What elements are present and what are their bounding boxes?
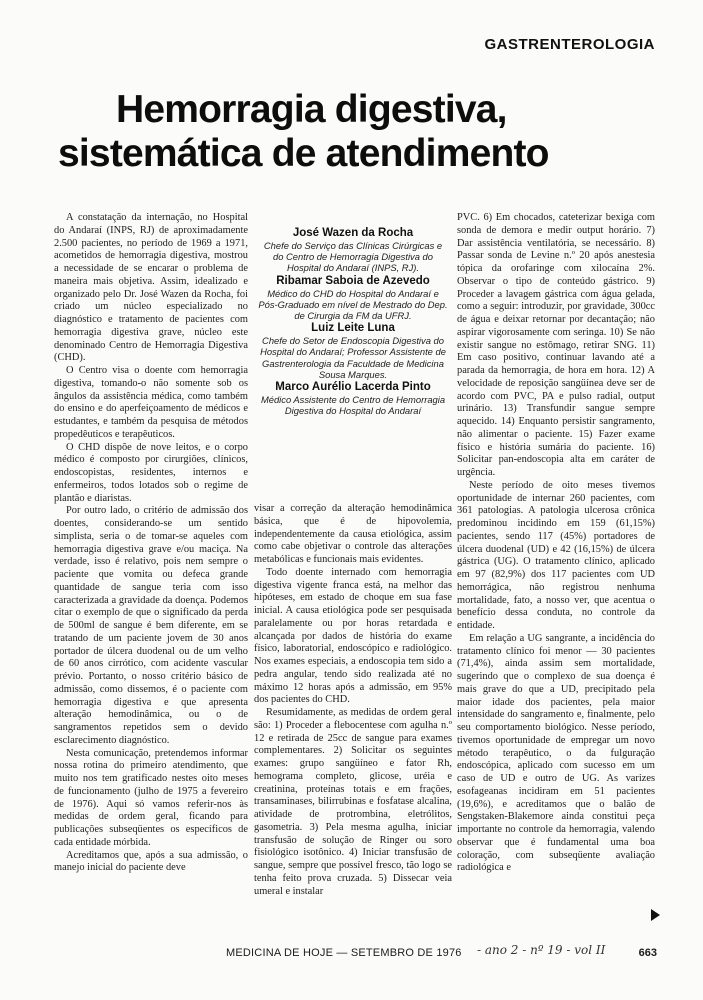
paragraph: Todo doente internado com hemorragia digestiva vigente franca está, na melhor das hipóteses, em estado de choque em sua fase inicial. A causa etiológica pode ser pesquisada paralelamente ou por horas retardada e alcançada por dados de história do exame físico, laboratorial, endoscópico e radiológico. Nos exames especiais, a endoscopia tem sido a pedra angular, tendo sido realizada até no máximo 12 horas após a admissão, em 95% dos pacientes do CHD.: [254, 566, 452, 706]
article-headline: [58, 88, 658, 176]
author-name: Marco Aurélio Lacerda Pinto: [275, 381, 431, 394]
author-affiliation: Médico do CHD do Hospital do Andaraí e Pós-Graduado em nível de Mestrado do Dep. de Cirurgia da FM da UFRJ.: [258, 287, 448, 322]
page-number: 663: [638, 947, 657, 959]
headline-line-1: Hemorragia digestiva,: [116, 88, 507, 131]
paragraph: O Centro visa o doente com hemorragia digestiva, tomando-o não somente sob os ângulos da assistência médica, como também do ensino e do aperfeiçoamento de médicos e estudantes, e também da pesquisa de métodos propedêuticos e terapêuticos.: [54, 365, 248, 440]
paragraph: A constatação da internação, no Hospital do Andaraí (INPS, RJ) de aproximadamente 2.500 pacientes, no período de 1969 a 1971, acometidos de hemorragia digestiva, mostrou a necessidade de se encarar o problema de maneira mais objetiva. Assim, idealizado e organizado pelo Dr. José Wazen da Rocha, foi criado um núcleo especializado no diagnóstico e tratamento de pacientes com hemorragia digestiva grave, núcleo este denominado Centro de Hemorragia Digestiva (CHD).: [54, 212, 248, 364]
continue-arrow-icon: [651, 909, 660, 921]
author-name: Luiz Leite Luna: [311, 322, 395, 335]
journal-issue: MEDICINA DE HOJE — SETEMBRO DE 1976: [226, 947, 462, 959]
paragraph: Neste período de oito meses tivemos oportunidade de internar 260 pacientes, com 361 patologias. A patologia ulcerosa crônica predominou incidindo em 159 (61,15%) pacientes, sendo 117 (45%) portadores de úlcera duodenal (UD) e 42 (16,15%) de úlcera gástrica (UG). O tratamento clínico, aplicado em 97 (82,9%) dos 117 pacientes com UD hemorrágica, não registrou nenhuma mortalidade, fato, a nosso ver, que acentua o benefício dessa conduta, no controle da entidade.: [457, 479, 655, 631]
paragraph: PVC. 6) Em chocados, cateterizar bexiga com sonda de demora e medir output horário. 7) Dar assistência ventilatória, se necessário. 8) Passar sonda de Levine n.º 20 após anestesia tópica da orofaringe com xilocaína 2%. Observar o tipo de conteúdo gástrico. 9) Proceder a lavagem gástrica com água gelada, como a seguir: introduzir, por gravidade, 300cc de água e deixar retornar por decantação; não aspirar vigorosamente com seringa. 10) Se não existir sangue no estômago, retirar SNG. 11) Em caso positivo, continuar lavando até a parada da hemorragia, de hora em hora. 12) A velocidade de reposição sangüínea deve ser de acordo com PVC, PA e pulso radial, output urinário. 13) Transfundir sangue sempre aquecido. 14) Enquanto persistir sangramento, não alimentar o paciente. 15) Fazer exame físico e história sumária do paciente. 16) Solicitar pan-endoscopia alta em caráter de urgência.: [457, 212, 655, 478]
paragraph: O CHD dispõe de nove leitos, e o corpo médico é composto por cirurgiões, clínicos, endoscopistas, residentes, internos e enfermeiros, todos lotados sob o regime de plantão e diaristas.: [54, 441, 248, 504]
paragraph: Nesta comunicação, pretendemos informar nossa rotina do primeiro atendimento, que muito nos tem gratificado nestes oito meses de funcionamento (julho de 1975 a fevereiro de 1976). Aqui só vamos referir-nos às medidas de ordem geral, ficando para publicações subseqüentes os específicos de cada entidade mórbida.: [54, 747, 248, 848]
paragraph: visar a correção da alteração hemodinâmica básica, que é de hipovolemia, independentemente da causa etiológica, assim como cabe objetivar o controle das alterações metabólicas e funcionais mais evidentes.: [254, 503, 452, 565]
author-affiliation: Chefe do Setor de Endoscopia Digestiva do Hospital do Andaraí; Professor Assistente de Gastrenterologia da Faculdade de Medicina Sousa Marques.: [260, 335, 446, 380]
paragraph: Acreditamos que, após a sua admissão, o manejo inicial do paciente deve: [54, 849, 248, 874]
author-block: [258, 226, 448, 416]
author-name: José Wazen da Rocha: [292, 227, 414, 239]
author-name: Ribamar Saboia de Azevedo: [276, 274, 430, 287]
paragraph: Por outro lado, o critério de admissão dos doentes, considerando-se um sentido simplista, seria o de tomar-se aqueles com hemorragia digestiva grave e/ou maciça. Na verdade, isso é relativo, pois nem sempre o paciente que vomita ou defeca grande quantidade de sangue teria com isso caracterizada a gravidade da doença. Podemos citar o exemplo de que o significado da perda de 500ml de sangue é bem diferente, em se tratando de um paciente jovem de 30 anos portador de úlcera duodenal ou de um velho de 60 anos cirrótico, com acidente vascular prévio. Portanto, o nosso critério básico de admissão, como dissemos, é o paciente com hemorragia digestiva e que apresenta alteração hemodinâmica, ou o de sangramentos repetidos sem o devido esclarecimento diagnóstico.: [54, 505, 248, 746]
paragraph: Em relação a UG sangrante, a incidência do tratamento clínico foi menor — 30 pacientes (71,4%), ainda assim sem mortalidade, sugerindo que o complexo de sua doença é mais grave do que a UD, precipitado pela maior idade dos pacientes, pela maior intensidade do sangramento e, finalmente, pelo seu comportamento biológico. Nesse período, tivemos oportunidade de empregar um novo método terapêutico, o da fulguração endoscópica, aplicado com sucesso em um caso de UD e outro de UG. As varizes esofageanas incidiram em 51 pacientes (19,6%), e acreditamos que o balão de Sengstaken-Blakemore ainda constitui peça importante no controle da hemorragia, valendo observar que é fundamental uma boa coloração, com subseqüente avaliação radiológica e: [457, 632, 655, 874]
page-footer: [226, 945, 657, 963]
author-affiliation: Chefe do Serviço das Clínicas Cirúrgicas e do Centro de Hemorragia Digestiva do Hospital do Andaraí (INPS, RJ).: [263, 240, 443, 274]
handwritten-note: - ano 2 - nº 19 - vol II: [477, 943, 606, 957]
text-column-2: [254, 503, 452, 898]
text-column-3: [457, 212, 655, 875]
text-column-1: [54, 212, 248, 875]
section-label: GASTRENTEROLOGIA: [484, 36, 655, 53]
author-affiliation: Médico Assistente do Centro de Hemorragia Digestiva do Hospital do Andaraí: [260, 394, 446, 417]
headline-line-2: sistemática de atendimento: [58, 132, 549, 175]
paragraph: Resumidamente, as medidas de ordem geral são: 1) Proceder a flebocentese com agulha n.º 12 e retirada de 25cc de sangue para exames complementares. 2) Solicitar os seguintes exames: grupo sangüíneo e fator Rh, hemograma completo, glicose, uréia e creatinina, proteínas totais e em frações, transaminases, bilirrubinas e fosfatase alcalina, atividade de protrombina, eletrólitos, gasometria. 3) Pela mesma agulha, iniciar transfusão de solução de Ringer ou soro fisiológico isotônico. 4) Iniciar transfusão de sangue, sempre que possível fresco, tão logo se tenha feito prova cruzada. 5) Dissecar veia umeral e instalar: [254, 707, 452, 897]
